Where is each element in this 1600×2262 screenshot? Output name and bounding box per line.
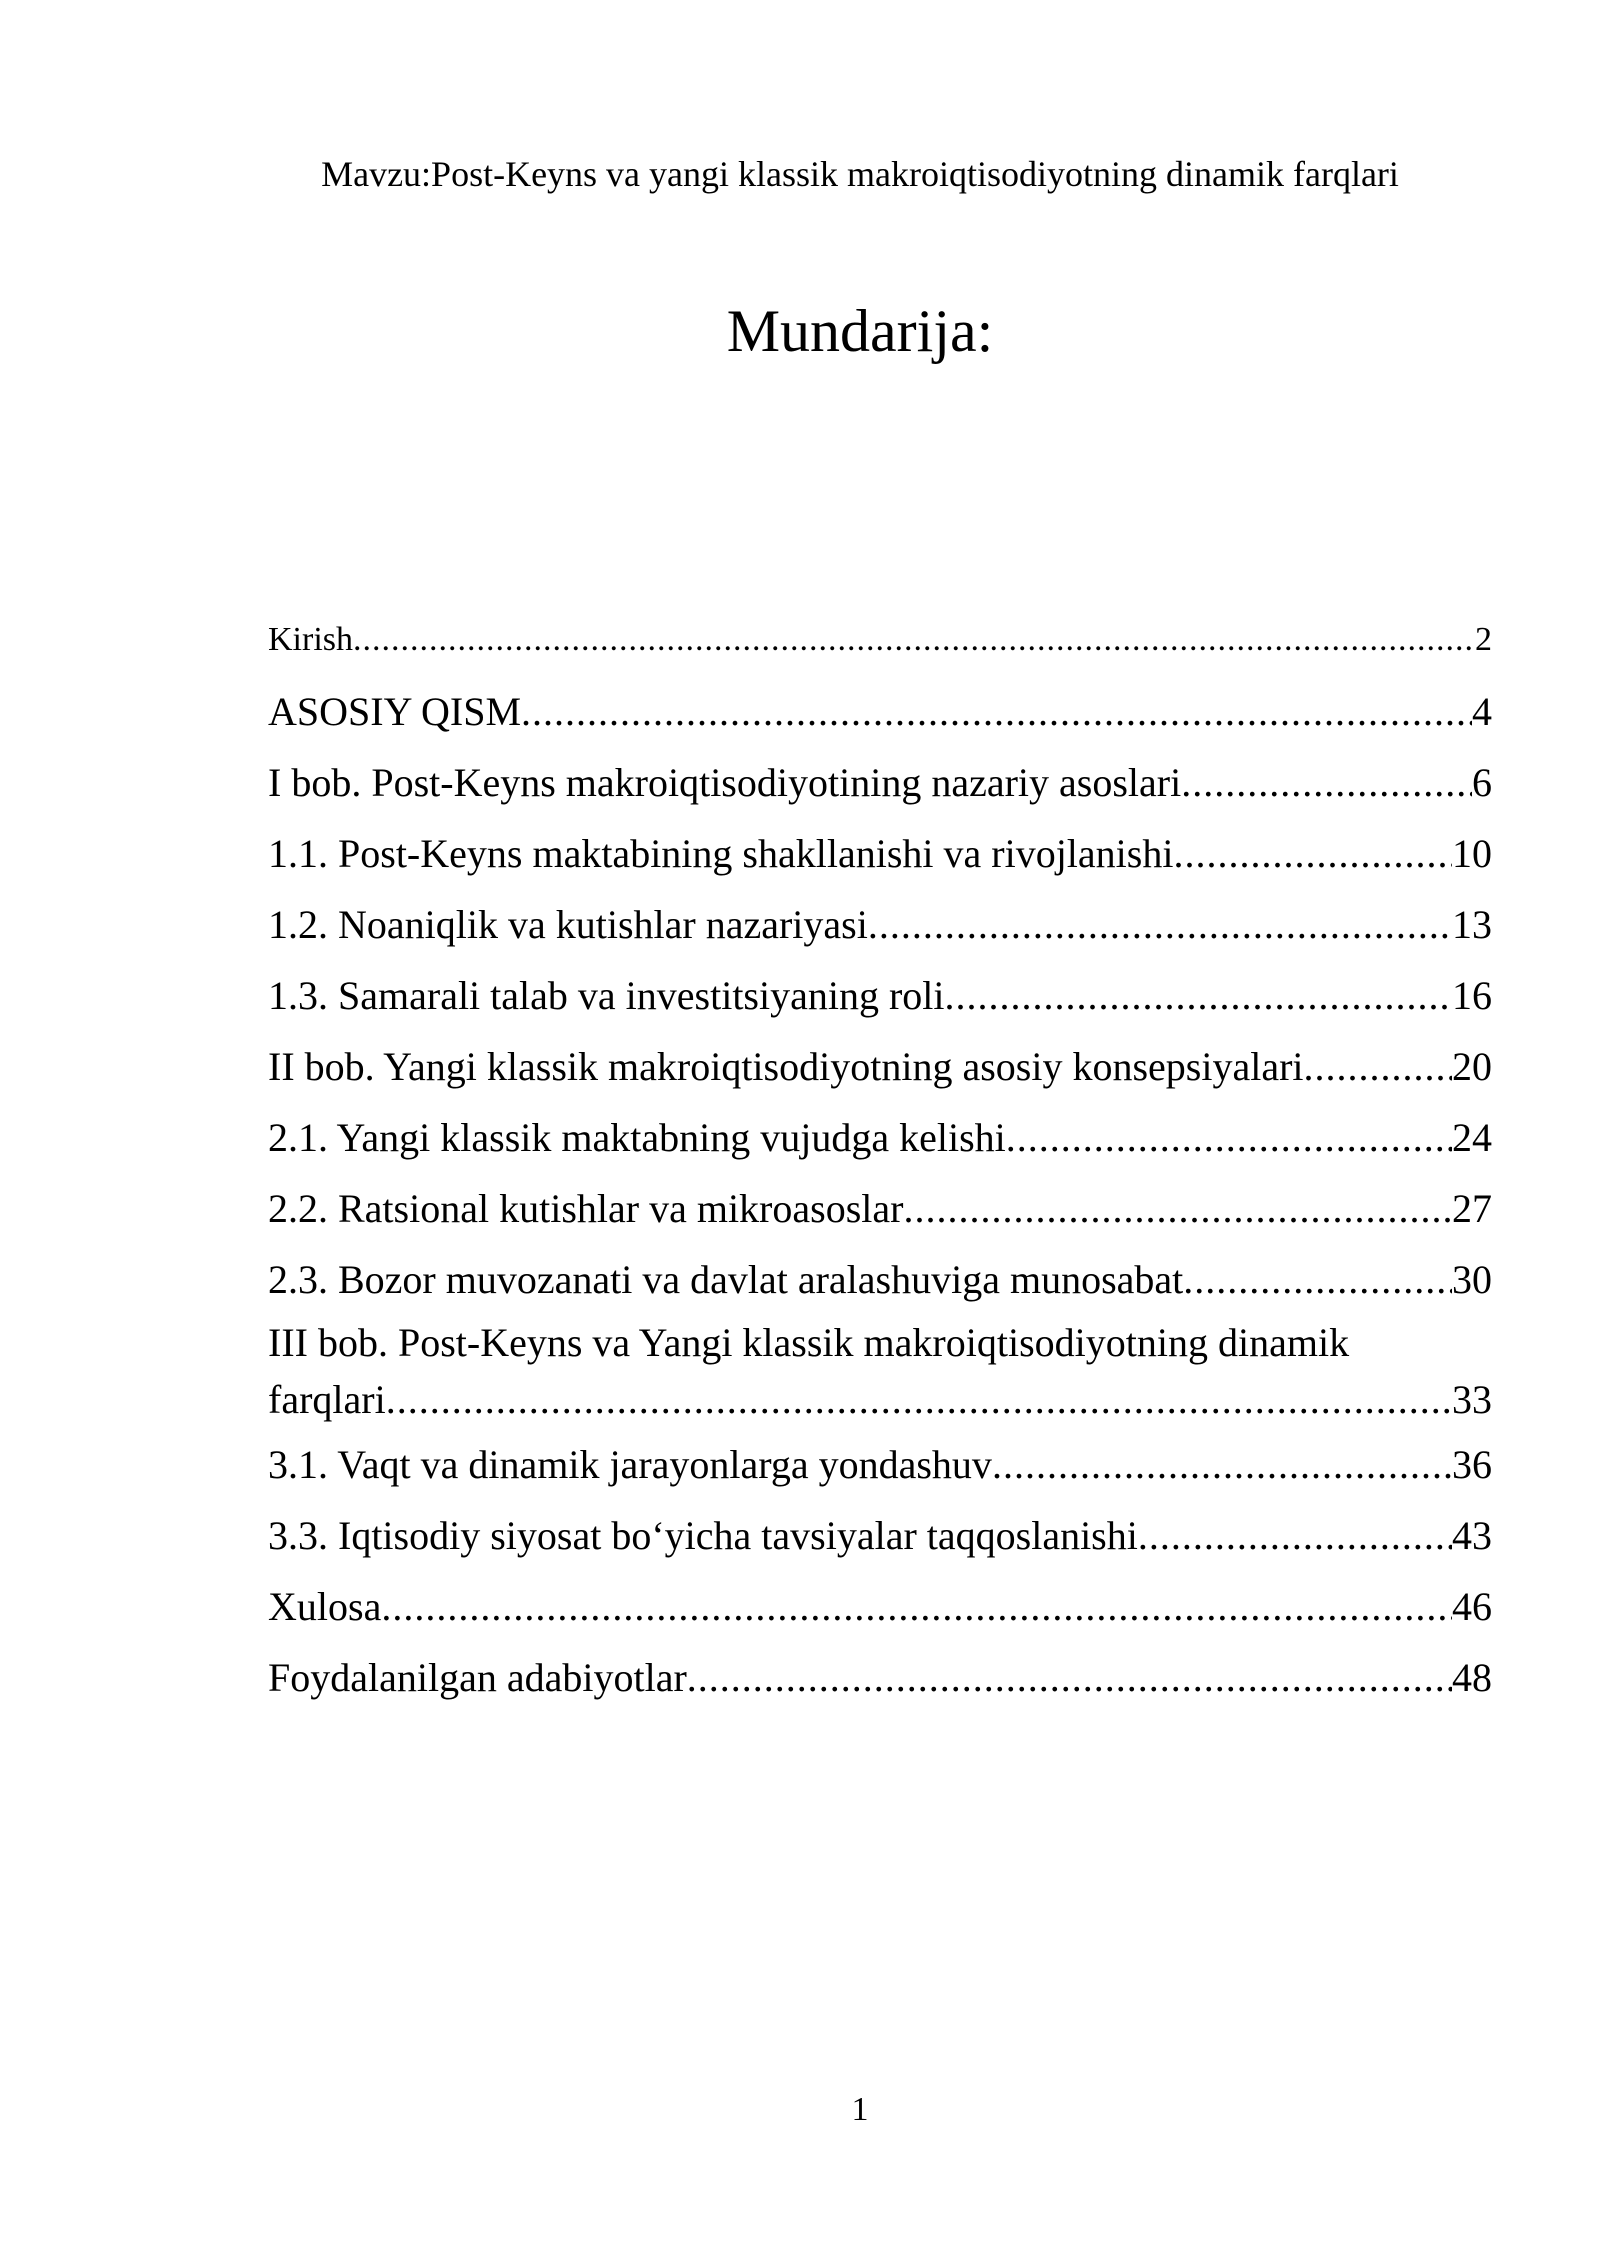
toc-entry-label: II bob. Yangi klassik makroiqtisodiyotning asosiy konsepsiyalari — [268, 1044, 1304, 1089]
toc-entry-label: 2.2. Ratsional kutishlar va mikroasoslar — [268, 1186, 904, 1231]
toc-entry-label: 2.3. Bozor muvozanati va davlat aralashuviga munosabat — [268, 1257, 1184, 1302]
toc-entry-label: 1.2. Noaniqlik va kutishlar nazariyasi — [268, 902, 868, 947]
toc-leader-dots — [1183, 1244, 1452, 1315]
toc-entry-section-3-1[interactable] — [268, 1429, 1492, 1500]
toc-entry-page: 2 — [1475, 621, 1492, 658]
toc-entry-label-line1: III bob. Post-Keyns va Yangi klassik makroiqtisodiyotning dinamik — [268, 1320, 1350, 1365]
toc-entry-label: Xulosa — [268, 1584, 382, 1629]
toc-entry-page: 30 — [1452, 1257, 1492, 1302]
toc-leader-dots — [353, 610, 1475, 670]
toc-entry-section-1-3[interactable] — [268, 960, 1492, 1031]
toc-entry-section-2-2[interactable] — [268, 1173, 1492, 1244]
toc-entry-chapter-1[interactable] — [268, 747, 1492, 818]
toc-entry-label: 2.1. Yangi klassik maktabning vujudga kelishi — [268, 1115, 1006, 1160]
toc-leader-dots — [1173, 818, 1452, 889]
toc-entry-section-1-2[interactable] — [268, 889, 1492, 960]
toc-entry-page: 4 — [1472, 689, 1492, 734]
toc-entry-label: ASOSIY QISM — [268, 689, 522, 734]
toc-entry-page: 46 — [1452, 1584, 1492, 1629]
toc-entry-page: 48 — [1452, 1655, 1492, 1700]
toc-leader-dots — [992, 1429, 1452, 1500]
toc-leader-dots — [945, 960, 1452, 1031]
toc-leader-dots — [1138, 1500, 1452, 1571]
toc-entry-adabiyotlar[interactable] — [268, 1642, 1492, 1713]
toc-title: Mundarija: — [726, 298, 994, 364]
toc-entry-page: 13 — [1452, 902, 1492, 947]
toc-entry-page: 27 — [1452, 1186, 1492, 1231]
toc-entry-asosiy-qism[interactable] — [268, 676, 1492, 747]
toc-entry-page: 10 — [1452, 831, 1492, 876]
document-subject: Mavzu:Post-Keyns va yangi klassik makroiqtisodiyotning dinamik farqlari — [321, 154, 1399, 194]
toc-entry-label: Foydalanilgan adabiyotlar — [268, 1655, 687, 1700]
toc-entry-section-3-3[interactable] — [268, 1500, 1492, 1571]
toc-entry-label: I bob. Post-Keyns makroiqtisodiyotining nazariy asoslari — [268, 760, 1182, 805]
toc-entry-label: Kirish — [268, 621, 353, 658]
toc-entry-label: 3.1. Vaqt va dinamik jarayonlarga yondashuv — [268, 1442, 992, 1487]
toc-leader-dots — [381, 1571, 1452, 1642]
toc-entry-chapter-2[interactable] — [268, 1031, 1492, 1102]
toc-leader-dots — [903, 1173, 1452, 1244]
toc-leader-dots — [386, 1371, 1452, 1429]
toc-entry-label: 1.1. Post-Keyns maktabining shakllanishi va rivojlanishi — [268, 831, 1174, 876]
toc-entry-page: 6 — [1472, 760, 1492, 805]
toc-leader-dots — [687, 1642, 1452, 1713]
toc-entry-page: 33 — [1452, 1377, 1492, 1422]
toc-entry-section-2-1[interactable] — [268, 1102, 1492, 1173]
toc-leader-dots — [1006, 1102, 1452, 1173]
toc-entry-chapter-3[interactable] — [268, 1315, 1492, 1429]
toc-leader-dots — [521, 676, 1472, 747]
toc-entry-page: 16 — [1452, 973, 1492, 1018]
toc-entry-page: 24 — [1452, 1115, 1492, 1160]
toc-entry-xulosa[interactable] — [268, 1571, 1492, 1642]
toc-entry-second-line — [268, 1371, 1492, 1429]
toc-entry-label: 3.3. Iqtisodiy siyosat bo‘yicha tavsiyalar taqqoslanishi — [268, 1513, 1138, 1558]
page-number: 1 — [851, 2091, 869, 2128]
toc-entry-page: 36 — [1452, 1442, 1492, 1487]
toc-entry-page: 43 — [1452, 1513, 1492, 1558]
toc-leader-dots — [1181, 747, 1472, 818]
toc-entry-label-line2: farqlari — [268, 1377, 386, 1422]
toc-leader-dots — [868, 889, 1452, 960]
toc-entry-page: 20 — [1452, 1044, 1492, 1089]
toc-leader-dots — [1304, 1031, 1452, 1102]
toc-entry-section-1-1[interactable] — [268, 818, 1492, 889]
table-of-contents — [268, 610, 1492, 1713]
toc-entry-kirish[interactable] — [268, 610, 1492, 670]
toc-entry-section-2-3[interactable] — [268, 1244, 1492, 1315]
toc-entry-label: 1.3. Samarali talab va investitsiyaning roli — [268, 973, 945, 1018]
